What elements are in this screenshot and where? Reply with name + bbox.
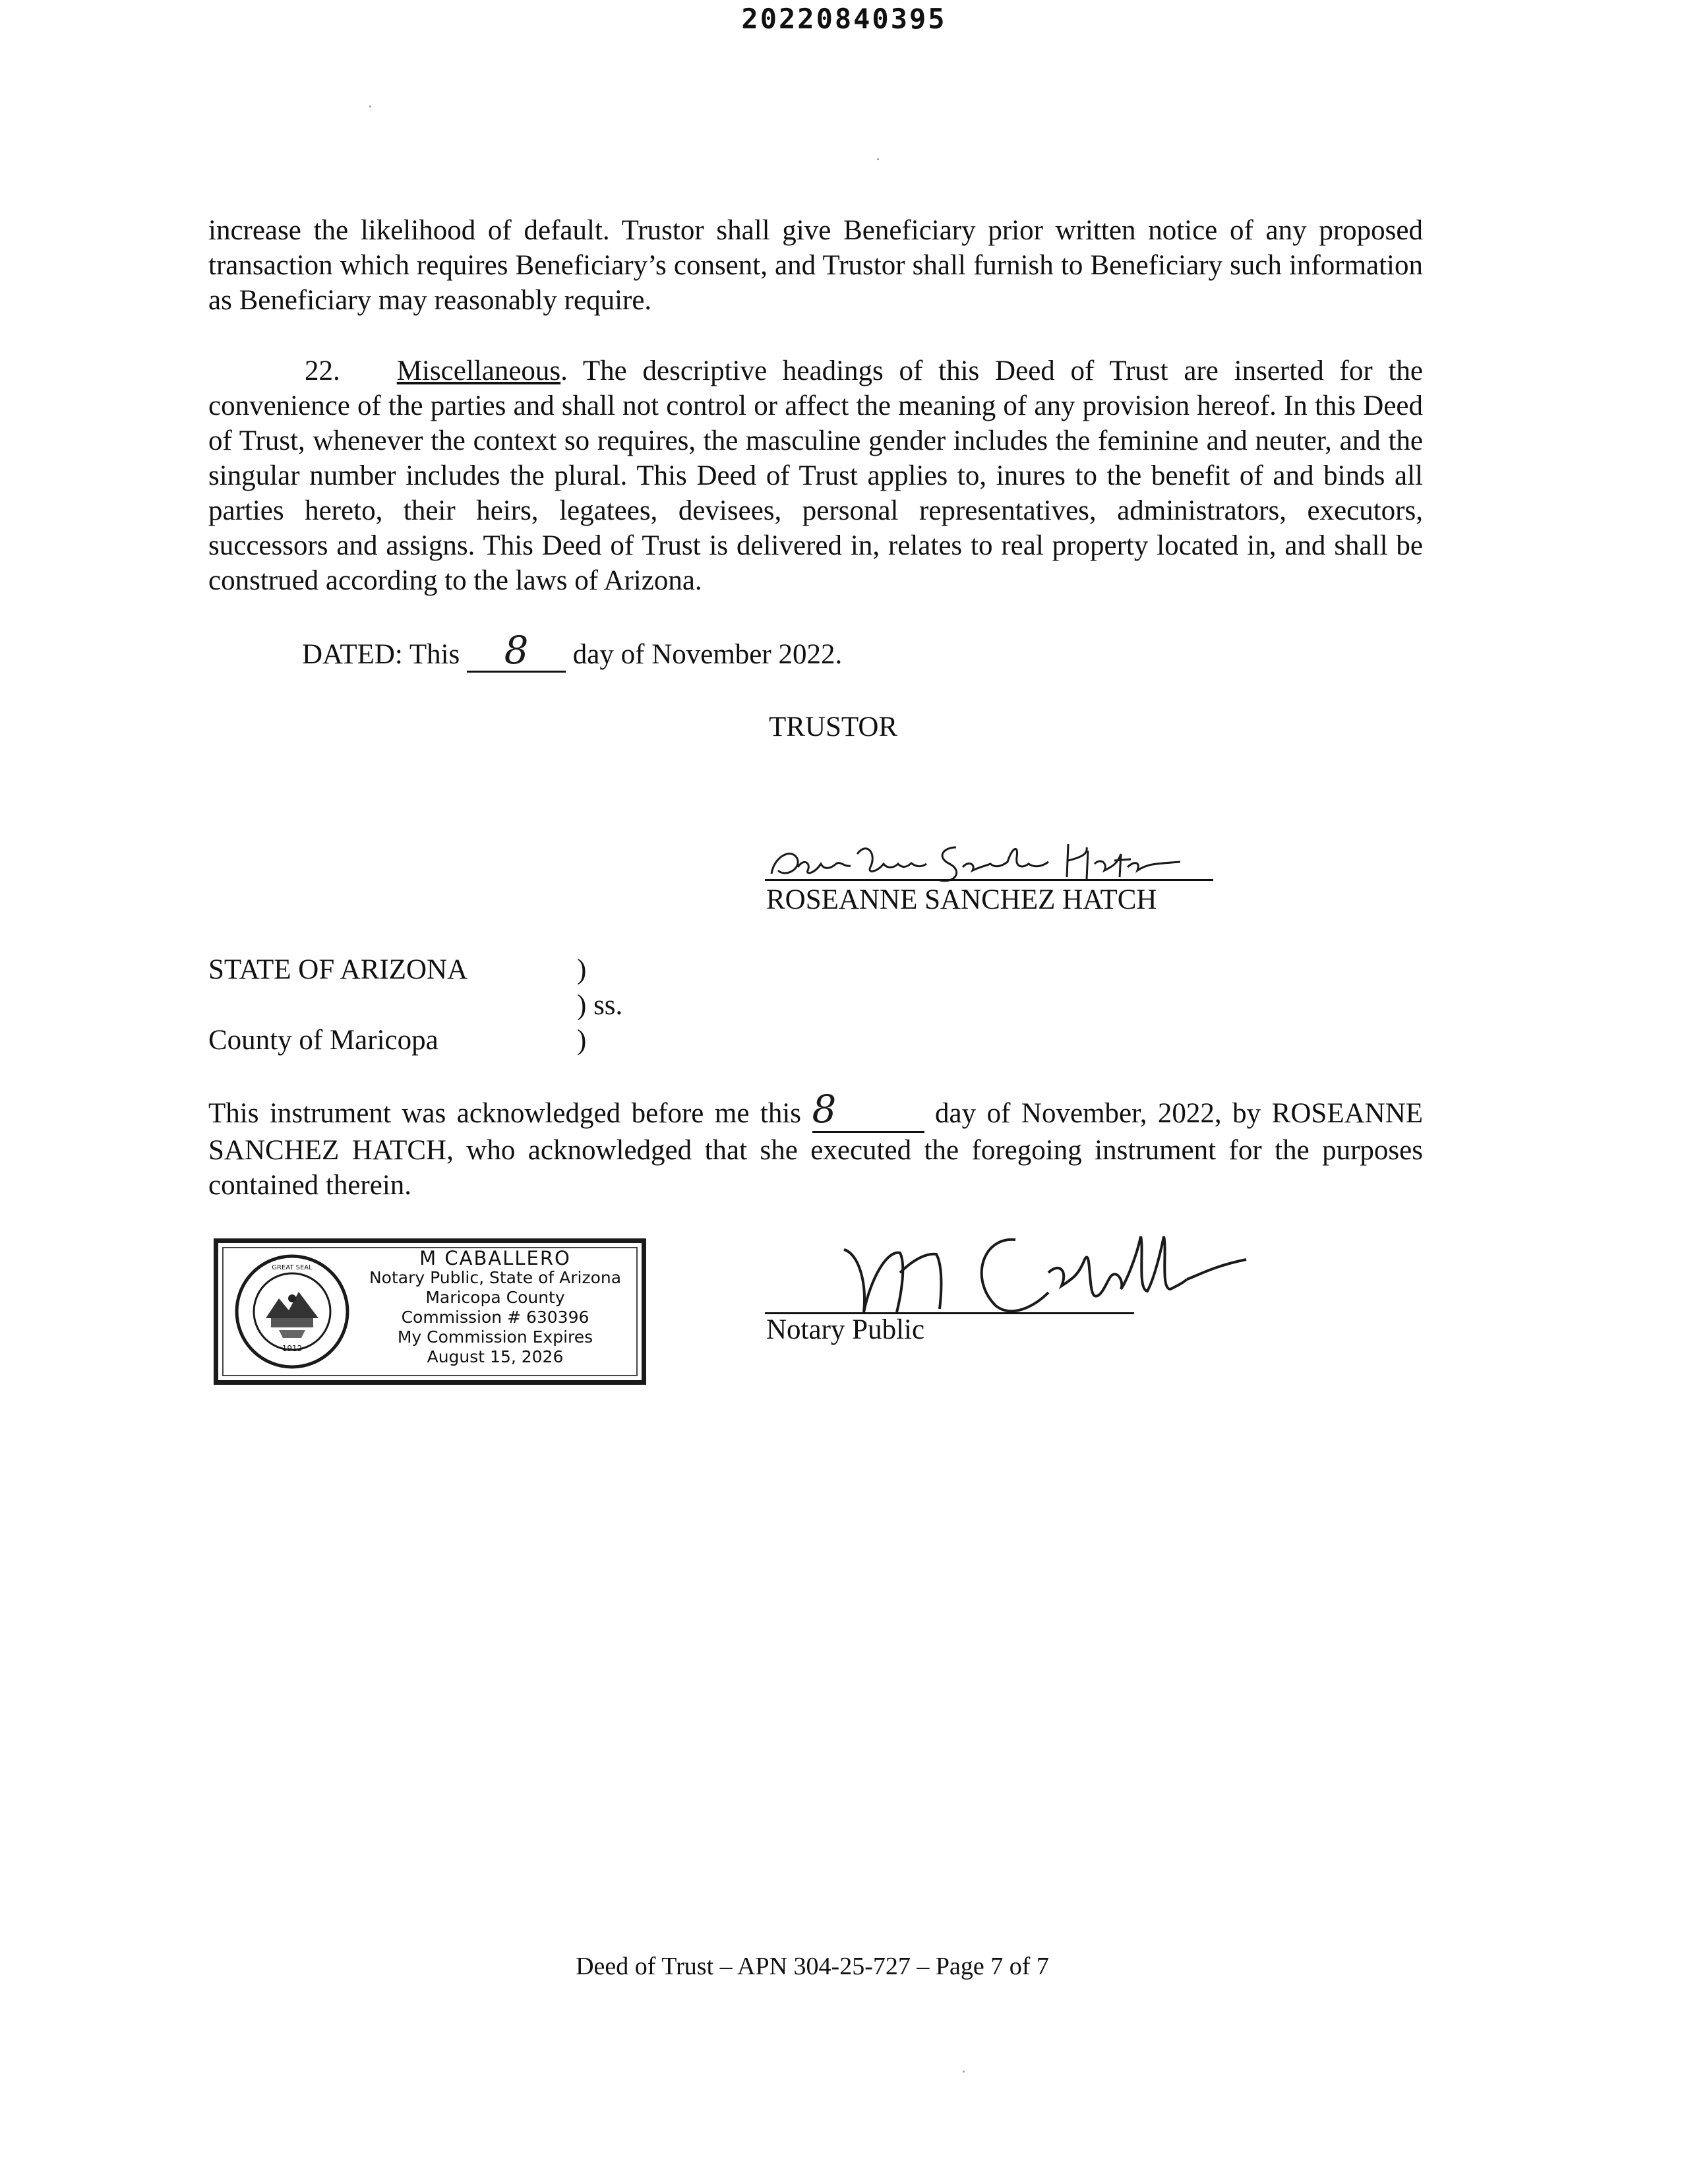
dated-day-blank xyxy=(467,628,566,673)
paragraph-heading: Miscellaneous xyxy=(396,355,561,386)
ack-prefix: This instrument was acknowledged before me this xyxy=(208,1098,802,1129)
venue-paren-bottom: ) xyxy=(577,1025,587,1056)
paragraph-21-continuation: increase the likelihood of default. Trustor shall give Beneficiary prior written notice of any proposed transaction which requires Beneficiary’s consent, and Trustor shall furnish to Beneficiary such information as Beneficiary may reasonably require. xyxy=(208,215,1423,316)
notary-stamp xyxy=(214,1238,646,1385)
acknowledgment-paragraph xyxy=(208,1087,1424,1203)
stamp-expires-label: My Commission Expires xyxy=(397,1327,593,1347)
scan-speck xyxy=(369,106,371,107)
scan-speck xyxy=(877,158,879,160)
stamp-notary-name: M CABALLERO xyxy=(419,1247,571,1269)
ack-day-blank xyxy=(812,1087,924,1133)
notary-signature xyxy=(758,1213,1273,1319)
venue-state: STATE OF ARIZONA xyxy=(208,954,468,985)
paragraph-body: The descriptive headings of this Deed of Trust are inserted for the convenience of the parties and shall not control or affect the meaning of any provision hereof. In this Deed of Trust, whenever the context so requires, the masculine gender includes the feminine and neuter, and the singular number includes the plural. This Deed of Trust applies to, inures to the benefit of and binds all parties hereto, their heirs, legatees, devisees, personal representatives, administrators, executors, successors and assigns. This Deed of Trust is delivered in, relates to real property located in, and shall be construed according to the laws of Arizona. xyxy=(208,355,1423,596)
venue-county: County of Maricopa xyxy=(208,1025,438,1056)
dated-prefix: DATED: This xyxy=(302,639,460,670)
dated-suffix: day of November 2022. xyxy=(572,639,843,670)
heading-punctuation: . xyxy=(560,355,568,386)
stamp-county: Maricopa County xyxy=(425,1288,565,1307)
svg-text:GREAT SEAL: GREAT SEAL xyxy=(272,1264,313,1271)
paragraph-number: 22. xyxy=(305,355,340,386)
stamp-expires-date: August 15, 2026 xyxy=(427,1347,564,1366)
stamp-commission: Commission # 630396 xyxy=(401,1308,589,1327)
trustor-heading: TRUSTOR xyxy=(769,712,898,743)
paragraph-22 xyxy=(208,353,1423,598)
notary-public-label: Notary Public xyxy=(766,1314,925,1345)
venue-paren-ss: ) ss. xyxy=(577,990,623,1021)
arizona-seal-icon xyxy=(233,1252,351,1371)
trustor-signature-line xyxy=(765,879,1213,881)
stamp-text-block xyxy=(350,1248,640,1367)
venue-paren-top: ) xyxy=(577,954,587,985)
dated-line xyxy=(302,628,843,673)
ack-handwritten-day: 8 xyxy=(812,1087,837,1132)
handwritten-day: 8 xyxy=(504,628,529,673)
recording-number: 20220840395 xyxy=(741,3,947,35)
svg-text:1912: 1912 xyxy=(282,1344,303,1353)
stamp-title: Notary Public, State of Arizona xyxy=(369,1268,622,1287)
ack-suffix: day of November, 2022, by ROSEANNE SANCHEZ HATCH, who acknowledged that she executed the foregoing instrument for the purposes contained therein. xyxy=(208,1098,1424,1201)
trustor-printed-name: ROSEANNE SANCHEZ HATCH xyxy=(766,884,1157,915)
scan-speck xyxy=(963,2071,965,2073)
page-footer: Deed of Trust – APN 304-25-727 – Page 7 of 7 xyxy=(576,1953,1049,1980)
